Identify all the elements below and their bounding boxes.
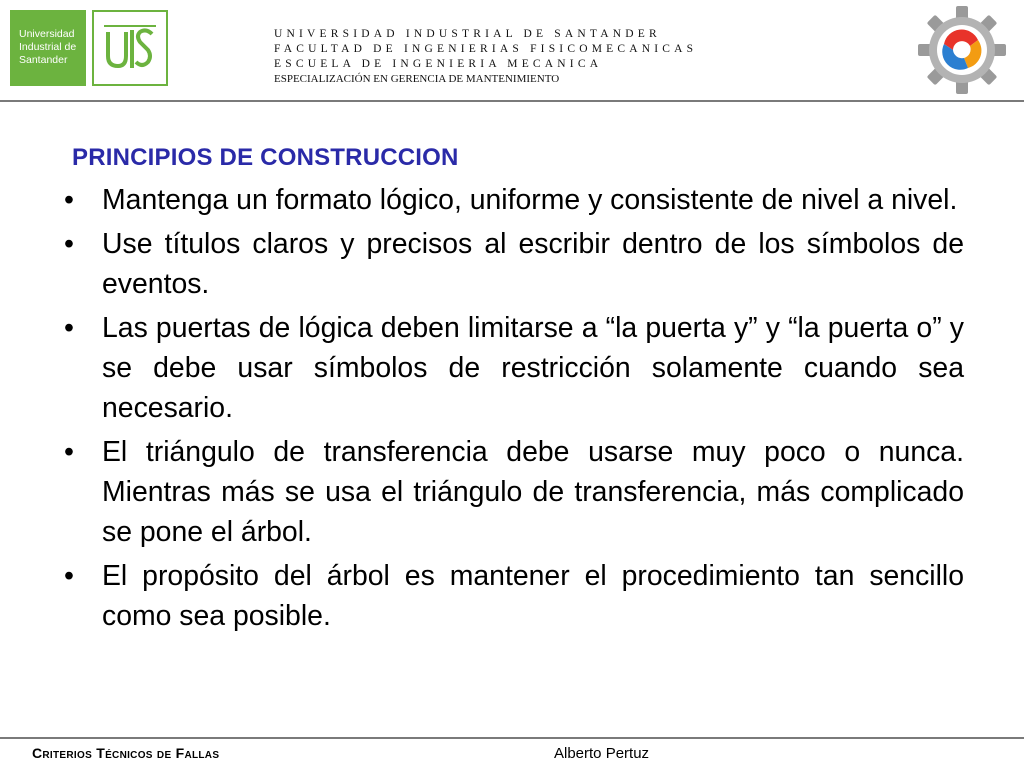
header-line-faculty: FACULTAD DE INGENIERIAS FISICOMECANICAS (274, 43, 698, 55)
institution-header (274, 27, 697, 87)
header-divider (0, 100, 1024, 102)
bullet-item: • Mantenga un formato lógico, uniforme y consistente de nivel a nivel. (60, 180, 964, 220)
header-line-school: ESCUELA DE INGENIERIA MECANICA (274, 58, 603, 70)
header-line-university: UNIVERSIDAD INDUSTRIAL DE SANTANDER (274, 28, 661, 40)
logo-line-1: Universidad (19, 28, 75, 40)
uis-emblem-icon (92, 10, 168, 86)
footer-author: Alberto Pertuz (554, 745, 650, 762)
gear-icon (918, 4, 1006, 96)
footer-course-title: Criterios Técnicos de Fallas (32, 745, 220, 761)
bullet-item: • Las puertas de lógica deben limitarse a “la puerta y” y “la puerta o” y se debe usar símbolos de restricción solamente cuando sea necesario. (60, 308, 964, 428)
section-title: PRINCIPIOS DE CONSTRUCCION (72, 144, 459, 171)
slide-header (0, 0, 1024, 100)
header-line-specialization: ESPECIALIZACIÓN EN GERENCIA DE MANTENIMIENTO (274, 73, 560, 85)
logo-line-3: Santander (19, 54, 68, 66)
university-logo (10, 10, 86, 86)
bullet-item: • El triángulo de transferencia debe usarse muy poco o nunca. Mientras más se usa el triángulo de transferencia, más complicado se pone el árbol. (60, 432, 964, 552)
bullet-item: • El propósito del árbol es mantener el procedimiento tan sencillo como sea posible. (60, 556, 964, 636)
bullet-item: • Use títulos claros y precisos al escribir dentro de los símbolos de eventos. (60, 224, 964, 304)
footer-divider (0, 737, 1024, 739)
logo-line-2: Industrial de (19, 41, 77, 53)
principles-list (60, 180, 964, 640)
